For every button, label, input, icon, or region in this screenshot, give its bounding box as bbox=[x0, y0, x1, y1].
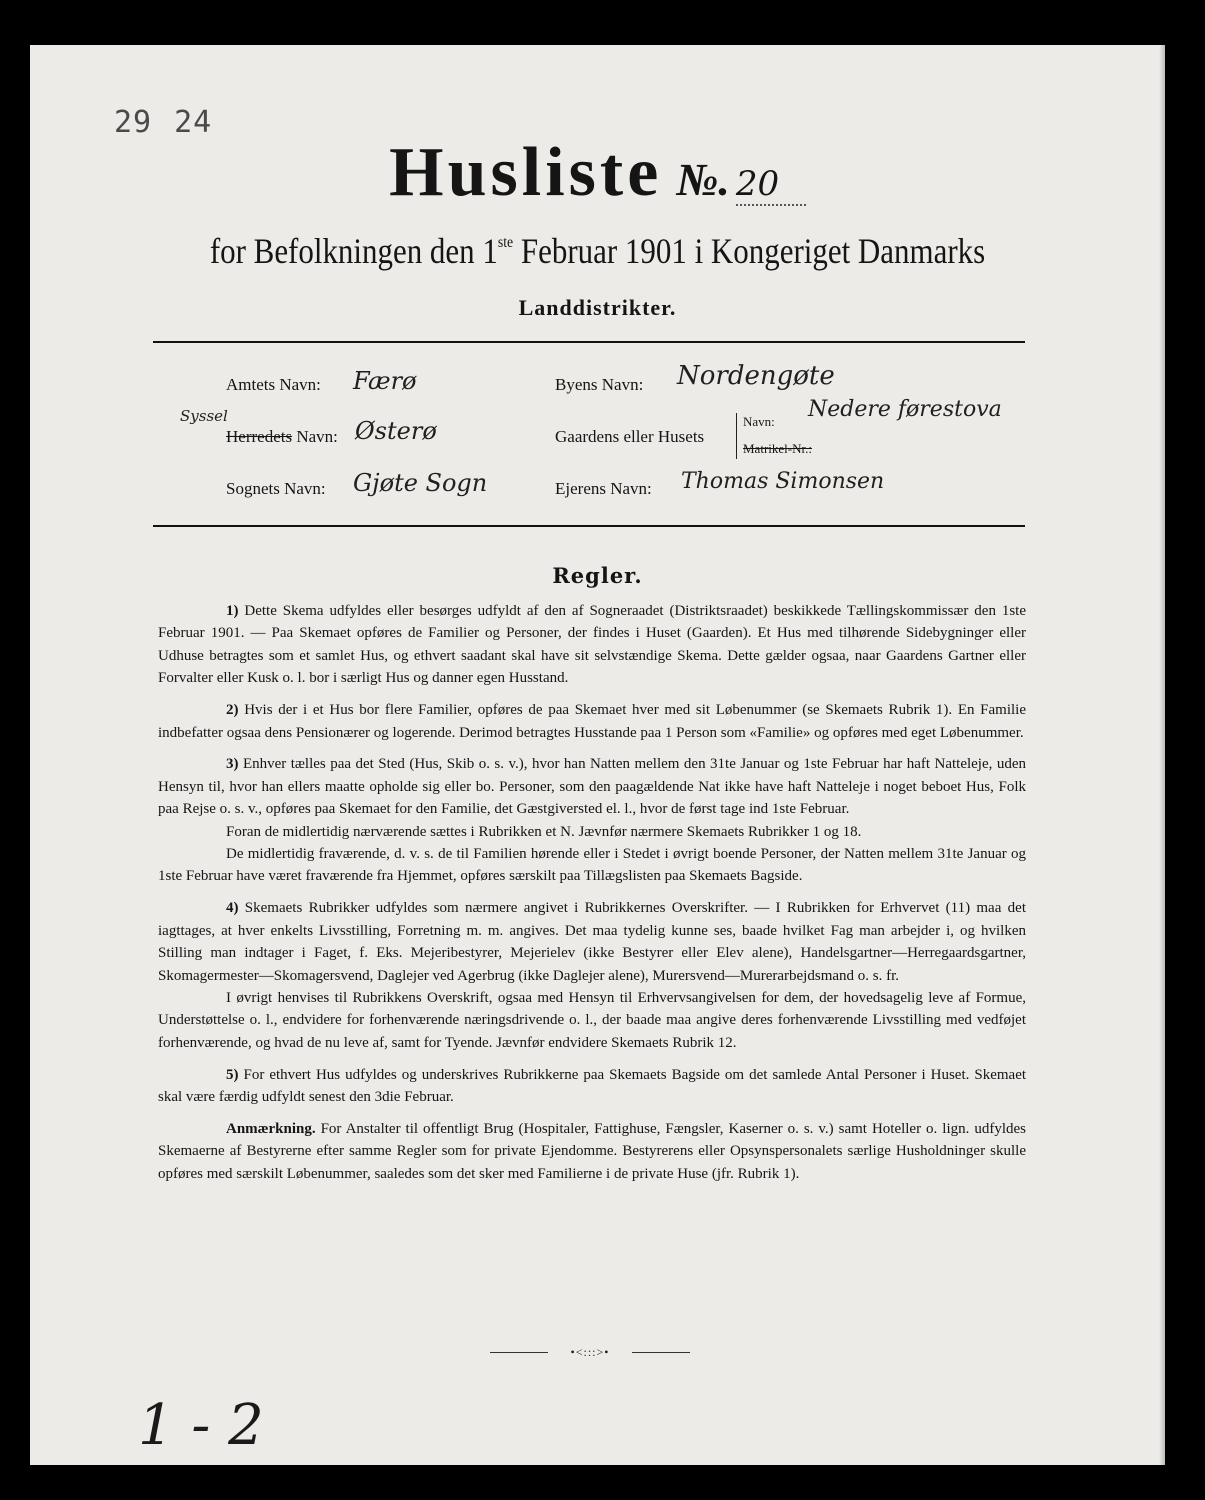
rule-5 bbox=[158, 1064, 1026, 1109]
herred-value: Østerø bbox=[355, 417, 437, 445]
gaard-brace bbox=[736, 413, 737, 459]
header-top-rule bbox=[153, 341, 1025, 343]
form-subtitle bbox=[109, 230, 1085, 272]
note bbox=[158, 1118, 1026, 1185]
form-title bbox=[30, 133, 1165, 213]
amt-value: Færø bbox=[353, 367, 417, 395]
gaard-label: Gaardens eller Husets bbox=[555, 427, 705, 446]
subtitle-post: Februar 1901 i Kongeriget Danmarks bbox=[513, 231, 986, 271]
by-value: Nordengøte bbox=[677, 361, 835, 391]
rules-heading: Regler. bbox=[552, 563, 643, 588]
sogn-value: Gjøte Sogn bbox=[353, 469, 488, 497]
amt-label: Amtets Navn: bbox=[226, 375, 321, 394]
rule-4 bbox=[158, 897, 1026, 987]
rule-2 bbox=[158, 699, 1026, 744]
note-heading: Anmærkning. bbox=[226, 1121, 316, 1138]
title-text: Husliste bbox=[389, 134, 663, 211]
by-label: Byens Navn: bbox=[555, 375, 644, 394]
herred-label-group bbox=[226, 427, 338, 447]
district-type: Landdistrikter. bbox=[518, 295, 677, 320]
header-bottom-rule bbox=[153, 525, 1025, 527]
herred-handwritten-note: Syssel bbox=[180, 407, 228, 425]
rule-1-text: Dette Skema udfyldes eller besørges udfyldt af den af Sogneraadet (Distriktsraadet) beskikkede Tællingskommissær den 1ste Februar 1901. — Paa Skemaet opføres de Familier og Personer, der findes i Huset (Gaarden). Et Hus med tilhørende Sidebygninger eller Udhuse betragtes som et samlet Hus, og ethvert saadant skal have sit selvstændige Skema. Dette gælder ogsaa, naar Gaardens Gartner eller Forvalter eller Kusk o. l. bor i særligt Hus og danner egen Husstand. bbox=[158, 603, 1027, 687]
rule-4-number: 4) bbox=[226, 900, 239, 917]
sogn-label: Sognets Navn: bbox=[226, 479, 326, 498]
ejer-label: Ejerens Navn: bbox=[555, 479, 652, 498]
rule-5-text: For ethvert Hus udfyldes og underskrives Rubrikkerne paa Skemaets Bagside om det samlede Antal Personer i Huset. Skemaet skal være færdig udfyldt senest den 3die Februar. bbox=[158, 1066, 1027, 1106]
rule-3-number: 3) bbox=[226, 756, 239, 773]
ornament-divider: •<:::>• bbox=[490, 1345, 690, 1360]
herred-label-struck: Herredets bbox=[226, 427, 293, 446]
subtitle-sup: ste bbox=[497, 234, 514, 251]
rule-2-number: 2) bbox=[226, 702, 239, 719]
subtitle-pre: for Befolkningen den 1 bbox=[209, 231, 498, 271]
archive-number-second: 24 bbox=[174, 105, 213, 140]
gaard-matrikel-struck: Matrikel-Nr.: bbox=[743, 441, 812, 456]
rule-1-number: 1) bbox=[226, 603, 239, 619]
gaard-navn-value: Nedere førestova bbox=[808, 397, 1002, 422]
archive-number-first: 29 bbox=[114, 105, 153, 140]
rule-3-text: Enhver tælles paa det Sted (Hus, Skib o. s. v.), hvor han Natten mellem den 31te Januar og 1ste Februar har haft Natteleje, uden Hensyn til, hvor han ellers maatte opholde sig eller bo. Personer, som den paagældende Nat ikke have haft Natteleje i noget beboet Hus, Folk paa Rejse o. s. v., opføres paa Skemaet for den Familie, det Gæstgiversted el. l., hvor de først tage ind 1ste Februar. bbox=[158, 756, 1026, 818]
handwritten-list-number: 20 bbox=[736, 164, 806, 206]
ejer-value: Thomas Simonsen bbox=[681, 469, 885, 494]
rules-body bbox=[158, 600, 1026, 1195]
note-text: For Anstalter til offentligt Brug (Hospitaler, Fattighuse, Fængsler, Kaserner o. s. v.) samt Hoteller o. lign. udfyldes Skemaerne af Bestyrerne efter samme Regler som for private Ejendomme. Bestyrerens eller Opsynspersonalets særlige Husholdninger skulle opføres med særskilt Løbenummer, saaledes som det sker med Familierne i de private Huse (jfr. Rubrik 1). bbox=[158, 1121, 1027, 1182]
gaard-navn-label: Navn: bbox=[743, 414, 775, 429]
rule-2-text: Hvis der i et Hus bor flere Familier, opføres de paa Skemaet hver med sit Løbenummer (se Skemaets Rubrik 1). En Familie indbefatter ogsaa dens Pensionærer og logerende. Derimod betragtes Husstande paa 1 Person som «Familie» og opføres med eget Løbenummer. bbox=[158, 702, 1027, 741]
rule-5-number: 5) bbox=[226, 1066, 239, 1083]
bottom-handwritten-note: 1 - 2 bbox=[138, 1393, 264, 1458]
rule-4-paragraph-b: I øvrigt henvises til Rubrikkens Overskrift, ogsaa med Hensyn til Erhvervsangivelsen for dem, der hovedsagelig leve af Formue, Understøttelse o. l., endvidere for forhenværende næringsdrivende o. l., der baade maa angive deres forhenværende Livsstilling med vedføjet forhenværende, og hvad de nu leve af, samt for Tyende. Jævnfør endvidere Skemaets Rubrik 12. bbox=[158, 990, 1026, 1051]
page-edge-shadow bbox=[1159, 45, 1165, 1465]
number-sign: №. bbox=[676, 154, 730, 205]
rule-3-paragraph-b: Foran de midlertidig nærværende sættes i Rubrikken et N. Jævnfør nærmere Skemaets Rubrikker 1 og 18. bbox=[226, 823, 862, 840]
census-form-page bbox=[30, 45, 1165, 1465]
rule-3-paragraph-c: De midlertidig fraværende, d. v. s. de til Familien hørende eller i Stedet i øvrigt boende Personer, der Natten mellem 31te Januar og 1ste Februar have været fraværende fra Hjemmet, opføres særskilt paa Tillægslisten paa Skemaets Bagside. bbox=[158, 846, 1026, 885]
rule-4-text: Skemaets Rubrikker udfyldes som nærmere angivet i Rubrikkernes Overskrifter. — I Rubrikken for Erhvervet (11) maa det iagttages, at hver enkelts Livsstilling, Forretning m. m. angives. Det maa tydelig kunne ses, baade hvilket Fag man arbejder i, og hvilken Stilling man indtager i Faget, f. Eks. Mejeribestyrer, Mejerielev (ikke Bestyrer eller Elev alene), Handelsgartner—Herregaardsgartner, Skomagermester—Skomagersvend, Daglejer ved Agerbrug (ikke Daglejer alene), Murersvend—Murerarbejdsmand o. s. fr. bbox=[158, 900, 1026, 984]
herred-label: Navn: bbox=[296, 427, 338, 446]
rule-3 bbox=[158, 753, 1026, 820]
rule-1 bbox=[158, 600, 1026, 690]
